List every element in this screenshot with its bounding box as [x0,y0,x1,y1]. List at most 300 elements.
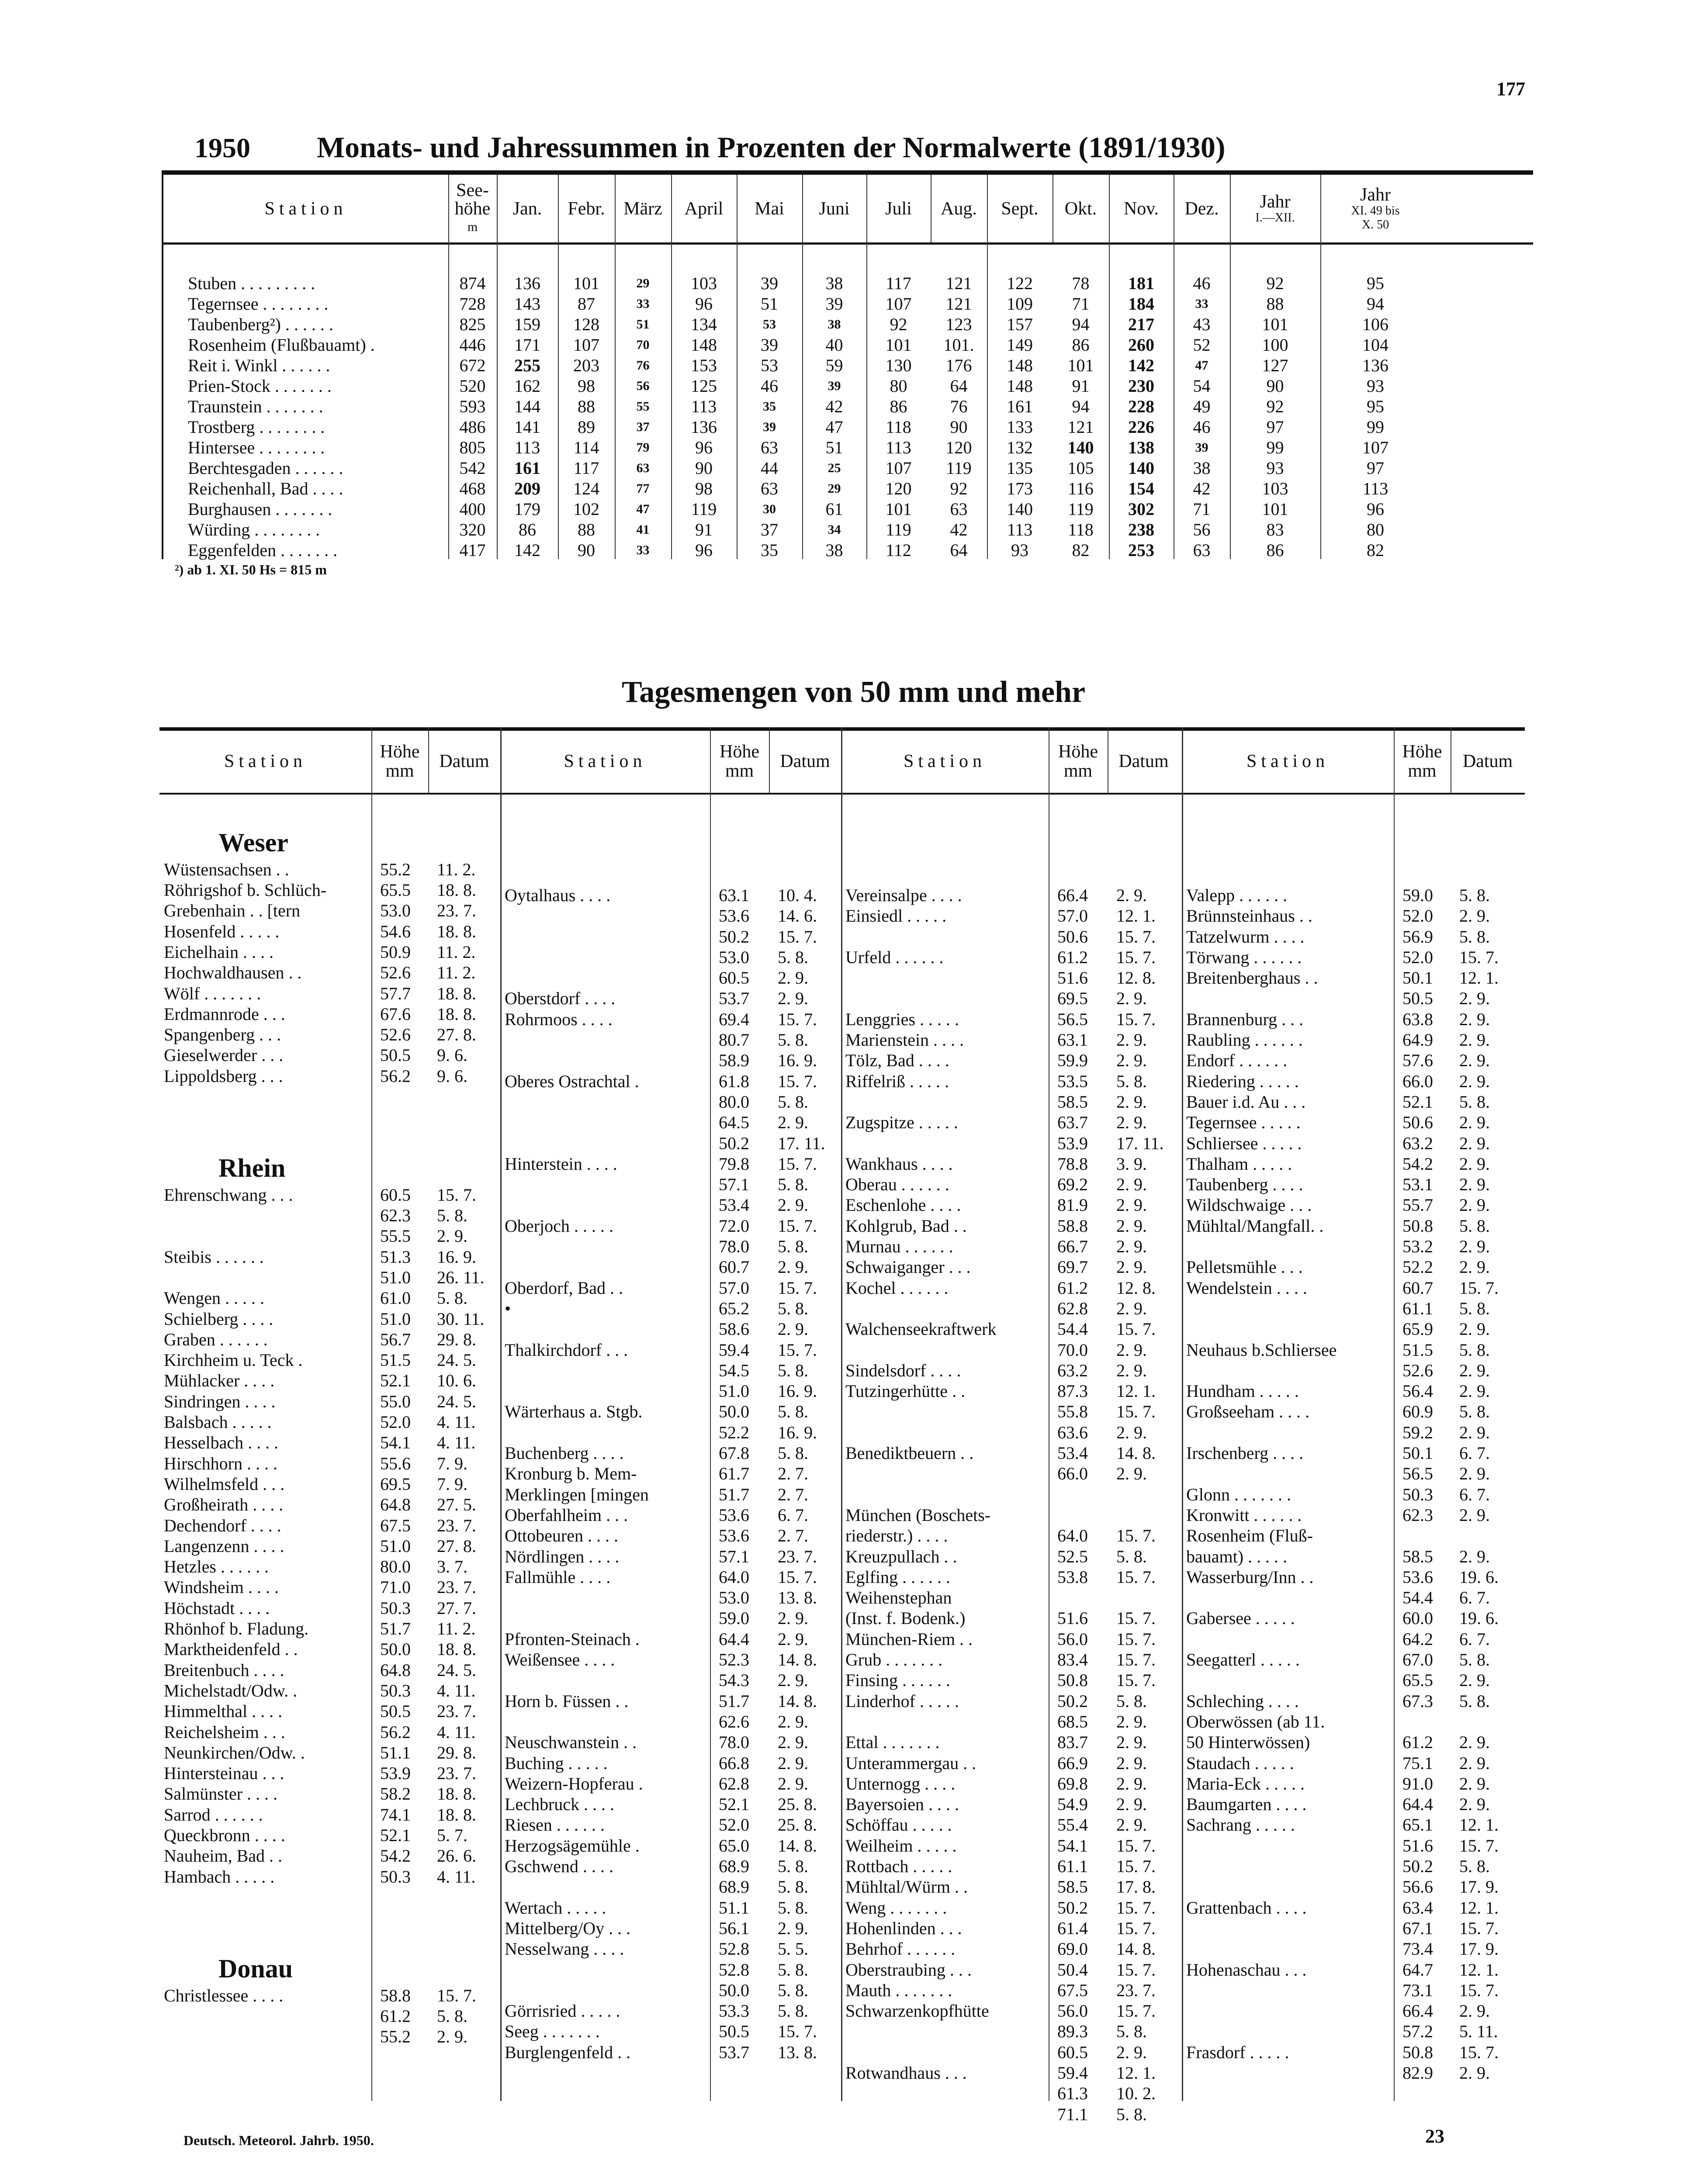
table1-cell: 132 [1007,438,1033,457]
height-mm: 56.5 [1402,1464,1433,1484]
date-value: 7. 9. [437,1474,467,1494]
date-value: 5. 8. [1116,1071,1147,1091]
station-name: Tegernsee . . . . . [1186,1113,1301,1133]
header-hoehe [1049,732,1108,791]
date-value: 2. 9. [1116,1237,1147,1256]
station-name: Törwang . . . . . . [1186,947,1302,967]
date-value: 15. 7. [1459,1835,1499,1856]
height-mm: 51.7 [719,1484,749,1504]
date-value: 15. 7. [1116,1629,1156,1649]
date-value: 2. 9. [1116,1732,1147,1752]
height-mm: 50.3 [380,1598,411,1618]
station-name: Neuhaus b.Schliersee [1186,1340,1337,1360]
table1-cell: 63 [761,438,778,457]
table1-cell: 42 [950,520,968,539]
station-name: Baumgarten . . . . [1186,1794,1307,1814]
date-value: 30. 11. [437,1309,485,1329]
river-group-heading: Donau [218,1954,293,1983]
table1-cell: 86 [1072,335,1090,355]
table1-cell: 672 [459,356,486,375]
date-value: 2. 9. [778,1732,808,1752]
date-value: 5. 8. [1116,1546,1147,1566]
date-value: 2. 9. [1116,1195,1147,1215]
date-value: 15. 7. [1459,1918,1499,1938]
height-mm: 53.6 [719,1526,749,1546]
station-name: Grebenhain . . [tern [164,901,301,921]
date-value: 5. 5. [778,1939,808,1959]
table1-cell: 136 [514,273,540,293]
header-station [159,732,371,791]
station-name: Taubenberg . . . . [1186,1175,1303,1195]
station-name: Riesen . . . . . . [505,1815,605,1835]
table1-cell: 135 [1007,458,1033,478]
table1-cell: 30 [763,502,776,516]
height-mm: 70.0 [1057,1340,1088,1360]
header-month: Sept. [1001,198,1039,219]
height-mm: 73.4 [1402,1939,1433,1959]
table1-cell: 120 [885,479,912,498]
height-mm: 66.4 [1402,2001,1433,2021]
height-mm: 64.5 [719,1113,749,1133]
table1-cell: 106 [1362,314,1388,334]
height-mm: 78.8 [1057,1154,1088,1174]
station-name: Unternogg . . . . [845,1773,956,1794]
date-value: 15. 7. [1116,1526,1156,1546]
date-value: 5. 8. [778,1237,808,1256]
height-mm: 52.1 [380,1825,411,1845]
table1-cell: 37 [761,520,778,539]
height-mm: 72.0 [719,1216,749,1236]
date-value: 26. 11. [437,1267,485,1287]
date-value: 4. 11. [437,1680,476,1700]
date-value: 2. 9. [1459,1464,1490,1484]
table1-cell: 148 [1007,376,1033,396]
table1-cell: 64 [950,540,968,560]
station-name: Sarrod . . . . . . [164,1804,263,1825]
table1-cell: 91 [1072,376,1090,396]
date-value: 16. 9. [778,1422,817,1442]
station-name: Einsiedl . . . . . [845,906,947,926]
table1-cell: 71 [1193,499,1211,519]
date-value: 15. 7. [1459,1278,1499,1298]
station-name: Salmünster . . . . [164,1784,277,1804]
date-value: 2. 9. [1459,1732,1490,1752]
station-name: Riffelriß . . . . . [845,1071,949,1091]
header-jahr2 [1320,175,1430,242]
table1-cell: 113 [1007,520,1033,539]
station-name: Trostberg . . . . . . . . [188,417,325,437]
height-mm: 64.2 [1402,1629,1433,1649]
station-name: Mittelberg/Oy . . . [505,1918,631,1938]
date-value: 6. 7. [1459,1629,1490,1649]
date-value: 15. 7. [437,1185,476,1205]
height-mm: 91.0 [1402,1773,1433,1794]
station-name: Spangenberg . . . [164,1025,281,1045]
date-value: 19. 6. [1459,1567,1499,1587]
date-value: 23. 7. [437,901,476,921]
height-mm: 57.0 [1057,906,1088,926]
height-mm: 60.7 [719,1257,749,1277]
table1-cell: 140 [1128,458,1154,478]
station-name: Pelletsmühle . . . [1186,1257,1303,1277]
height-mm: 53.7 [719,2042,749,2062]
table1-cell: 109 [1007,294,1033,314]
height-mm: 56.7 [380,1329,411,1349]
station-name: Langenzenn . . . . [164,1536,284,1556]
table1-cell: 136 [1362,356,1388,375]
header-hoehe-line: Höhe [1402,741,1442,762]
table1-cell: 417 [459,540,486,560]
height-mm: 51.7 [719,1691,749,1711]
height-mm: 66.9 [1057,1753,1088,1773]
station-name: Gabersee . . . . . [1186,1608,1295,1628]
table1-cell: 46 [1193,417,1211,437]
station-name: Wüstensachsen . . [164,859,289,879]
height-mm: 54.4 [1057,1319,1088,1339]
table1-cell: 29 [828,481,841,496]
station-name: Weißensee . . . . [505,1650,615,1669]
table1-cell: 157 [1007,314,1033,334]
station-name: Eggenfelden . . . . . . . [188,540,338,560]
table1-cell: 140 [1007,499,1033,519]
date-value: 5. 8. [437,2006,467,2026]
table1-row [163,355,1430,376]
station-name: Burghausen . . . . . . . [188,499,332,519]
table1-cell: 39 [1195,440,1208,455]
station-name: Oytalhaus . . . . [505,885,611,905]
station-name: Rohrmoos . . . . [505,1009,613,1029]
height-mm: 68.5 [1057,1711,1088,1731]
header-hoehe-line: mm [1408,760,1437,781]
date-value: 2. 9. [1459,1009,1490,1029]
table1-cell: 125 [691,376,717,396]
table1-cell: 93 [1011,540,1028,560]
date-value: 2. 9. [437,1226,467,1246]
date-value: 11. 2. [437,859,476,879]
height-mm: 63.7 [1057,1113,1088,1133]
height-mm: 52.6 [1402,1360,1433,1380]
table1-row [163,540,1430,560]
height-mm: 73.1 [1402,1980,1433,2000]
date-value: 24. 5. [437,1391,476,1411]
table1-cell: 144 [514,397,540,416]
station-name: Riedering . . . . . [1186,1071,1299,1091]
table1-cell: 140 [1067,438,1094,457]
station-name: Glonn . . . . . . . [1186,1484,1291,1504]
height-mm: 60.9 [1402,1402,1433,1422]
date-value: 13. 8. [778,2042,817,2062]
station-name: Tölz, Bad . . . . [845,1051,949,1071]
date-value: 23. 7. [437,1515,476,1535]
station-name: Nördlingen . . . . [505,1546,620,1566]
height-mm: 50.6 [1402,1113,1433,1133]
table1-cell: 302 [1128,499,1154,519]
date-value: 2. 9. [778,1773,808,1794]
height-mm: 53.0 [719,1588,749,1608]
table1-cell: 82 [1367,540,1384,560]
date-value: 2. 9. [1459,1753,1490,1773]
date-value: 2. 9. [778,1918,808,1938]
height-mm: 75.1 [1402,1753,1433,1773]
date-value: 2. 9. [1116,1711,1147,1731]
header-jahr2-line: XI. 49 bis [1351,204,1400,218]
height-mm: 52.2 [1402,1257,1433,1277]
height-mm: 54.5 [719,1360,749,1380]
table1-cell: 159 [514,314,540,334]
station-name: Oberstraubing . . . [845,1959,972,1980]
table1-cell: 176 [945,356,972,375]
date-value: 5. 8. [778,1443,808,1463]
height-mm: 87.3 [1057,1381,1088,1401]
date-value: 2. 9. [437,2027,467,2047]
table1-cell: 141 [514,417,540,437]
date-value: 9. 6. [437,1045,467,1065]
table1-cell: 97 [1266,417,1284,437]
table1-cell: 90 [695,458,713,478]
date-value: 15. 7. [1116,1650,1156,1669]
station-name: Großseeham . . . . [1186,1402,1310,1422]
height-mm: 65.5 [380,880,411,900]
date-value: 5. 8. [778,1897,808,1918]
table1-cell: 63 [1193,540,1211,560]
date-value: 2. 9. [1116,1794,1147,1814]
height-mm: 58.5 [1057,1092,1088,1112]
station-name: Fallmühle . . . . [505,1567,611,1587]
table1-cell: 52 [1193,335,1211,355]
date-value: 16. 9. [778,1051,817,1071]
station-name: Kochel . . . . . . [845,1278,949,1298]
date-value: 5. 8. [778,947,808,967]
station-name: Hochwaldhausen . . [164,963,302,983]
date-value: 11. 2. [437,963,476,983]
table1-cell: 143 [514,294,540,314]
table1-cell: 96 [695,294,713,314]
height-mm: 61.7 [719,1464,749,1484]
date-value: 2. 9. [778,1629,808,1649]
station-name: Mühltal/Würm . . [845,1877,968,1897]
table1-cell: 102 [573,499,599,519]
date-value: 2. 9. [1459,1794,1490,1814]
date-value: 27. 8. [437,1025,476,1045]
station-name: Oberstdorf . . . . [505,988,616,1009]
date-value: 12. 8. [1116,968,1156,988]
date-value: 5. 8. [437,1206,467,1226]
header-jahr1 [1230,175,1320,242]
date-value: 5. 8. [1459,1402,1490,1422]
height-mm: 50.2 [719,1133,749,1153]
date-value: 7. 9. [437,1453,467,1473]
table1-cell: 63 [950,499,968,519]
date-value: 2. 9. [1459,1030,1490,1050]
height-mm: 50.4 [1057,1959,1088,1980]
station-name: Brünnsteinhaus . . [1186,906,1312,926]
station-name: Hinterstein . . . . [505,1154,617,1174]
table2-block-divider [841,727,842,2101]
height-mm: 50.5 [719,2022,749,2042]
table1-cell: 101 [885,335,912,355]
header-datum: Datum [1118,751,1169,771]
station-name: Bauer i.d. Au . . . [1186,1092,1306,1112]
station-name: Wärterhaus a. Stgb. [505,1402,643,1422]
table1-cell: 71 [1072,294,1090,314]
height-mm: 52.5 [1057,1546,1088,1566]
height-mm: 82.9 [1402,2063,1433,2083]
date-value: 5. 8. [778,1402,808,1422]
date-value: 15. 7. [778,2022,817,2042]
table1-row [163,417,1430,437]
station-name: Oberwössen (ab 11. [1186,1711,1325,1731]
table1-cell: 99 [1266,438,1284,457]
date-value: 2. 9. [778,1195,808,1215]
table1-cell: 825 [459,314,486,334]
table1-cell: 90 [578,540,595,560]
table1-cell: 181 [1128,273,1154,293]
table1-cell: 63 [761,479,778,498]
height-mm: 69.8 [1057,1773,1088,1794]
station-name: Höchstadt . . . . [164,1598,270,1618]
height-mm: 60.5 [380,1185,411,1205]
date-value: 2. 9. [1459,2063,1490,2083]
table1-cell: 47 [636,502,650,516]
table1-cell: 101 [885,499,912,519]
station-name: Buching . . . . . [505,1753,608,1773]
height-mm: 51.6 [1057,968,1088,988]
table1-cell: 86 [890,397,907,416]
table1-cell: 86 [519,520,536,539]
date-value: 16. 9. [437,1247,476,1267]
date-value: 2. 9. [1459,1154,1490,1174]
station-name: Schwarzenkopfhütte [845,2001,989,2021]
table1-cell: 161 [514,458,540,478]
height-mm: 61.1 [1402,1298,1433,1318]
table1-cell: 91 [695,520,713,539]
date-value: 2. 9. [1459,988,1490,1009]
station-name: Reit i. Winkl . . . . . . [188,356,330,375]
date-value: 2. 7. [778,1464,808,1484]
station-name: Kronwitt . . . . . . [1186,1505,1302,1525]
height-mm: 80.7 [719,1030,749,1050]
height-mm: 64.4 [719,1629,749,1649]
height-mm: 53.4 [719,1195,749,1215]
date-value: 12. 1. [1459,1815,1499,1835]
height-mm: 71.0 [380,1577,411,1597]
height-mm: 55.7 [1402,1195,1433,1215]
height-mm: 50.5 [380,1701,411,1721]
height-mm: 50.1 [1402,1443,1433,1463]
height-mm: 58.2 [380,1784,411,1804]
height-mm: 51.1 [719,1897,749,1918]
height-mm: 58.5 [1057,1877,1088,1897]
height-mm: 66.8 [719,1753,749,1773]
height-mm: 53.9 [380,1763,411,1783]
table1-cell: 54 [1193,376,1211,396]
station-name: Zugspitze . . . . . [845,1113,958,1133]
station-name: Taubenberg²) . . . . . . [188,314,333,334]
height-mm: 51.7 [380,1619,411,1639]
table1-cell: 226 [1128,417,1154,437]
table1-cell: 39 [763,420,776,434]
height-mm: 51.0 [380,1309,411,1329]
table1-cell: 161 [1007,397,1033,416]
station-name: Weizern-Hopferau . [505,1773,643,1794]
header-station-label: Station [224,751,307,771]
height-mm: 53.0 [380,901,411,921]
date-value: 9. 6. [437,1066,467,1086]
station-name: Kronburg b. Mem- [505,1464,637,1484]
station-name: Weihenstephan [845,1588,952,1608]
date-value: 5. 8. [778,2001,808,2021]
station-name: Unterammergau . . [845,1753,976,1773]
date-value: 15. 7. [1116,1835,1156,1856]
date-value: 2. 9. [778,968,808,988]
date-value: 2. 9. [1459,1670,1490,1690]
date-value: 12. 1. [1459,968,1499,988]
table1-cell: 77 [636,481,650,496]
station-name: Kohlgrub, Bad . . [845,1216,967,1236]
height-mm: 80.0 [719,1092,749,1112]
date-value: 5. 8. [778,1175,808,1195]
station-name: Oberes Ostrachtal . [505,1071,639,1091]
date-value: 2. 9. [778,1670,808,1690]
station-name: Hesselbach . . . . [164,1433,279,1453]
height-mm: 64.8 [380,1660,411,1680]
table2-col-divider [371,727,372,2101]
date-value: 26. 6. [437,1846,476,1866]
table1-cell: 29 [636,276,650,290]
table1-cell: 56 [636,379,650,393]
date-value: 2. 9. [1459,906,1490,926]
table1-cell: 593 [459,397,486,416]
station-name: Sindringen . . . . [164,1391,276,1411]
station-name: Wertach . . . . . [505,1897,606,1918]
table1-cell: 446 [459,335,486,355]
station-name: Seegatterl . . . . . [1186,1650,1300,1669]
height-mm: 51.0 [719,1381,749,1401]
date-value: 5. 8. [1459,885,1490,905]
height-mm: 52.1 [380,1371,411,1391]
date-value: 15. 7. [1116,1402,1156,1422]
table1-cell: 136 [691,417,717,437]
height-mm: 50.3 [1402,1484,1433,1504]
header-hoehe-line: mm [385,760,414,781]
date-value: 12. 1. [1116,1381,1156,1401]
table2-col-divider [710,727,711,2101]
date-value: 2. 9. [1116,1422,1147,1442]
date-value: 25. 8. [778,1815,817,1835]
height-mm: 57.7 [380,983,411,1003]
date-value: 5. 8. [778,1959,808,1980]
header-station-label: Station [1246,751,1329,771]
date-value: 6. 7. [1459,1484,1490,1504]
height-mm: 50.2 [1057,1691,1088,1711]
date-value: 2. 9. [1459,1133,1490,1153]
date-value: 18. 8. [437,1639,476,1659]
date-value: 12. 8. [1116,1278,1156,1298]
date-value: 12. 1. [1459,1959,1499,1980]
height-mm: 61.2 [1402,1732,1433,1752]
height-mm: 52.0 [719,1815,749,1835]
height-mm: 52.6 [380,1025,411,1045]
station-name: Urfeld . . . . . . [845,947,944,967]
height-mm: 51.5 [1402,1340,1433,1360]
station-name: Dechendorf . . . . [164,1515,281,1535]
height-mm: 66.7 [1057,1237,1088,1256]
header-hoehe-text [720,742,759,781]
station-name: Schwaiganger . . . [845,1257,971,1277]
table1-cell: 101 [573,273,599,293]
table1-cell: 61 [825,499,843,519]
table1-cell: 78 [1072,273,1090,293]
